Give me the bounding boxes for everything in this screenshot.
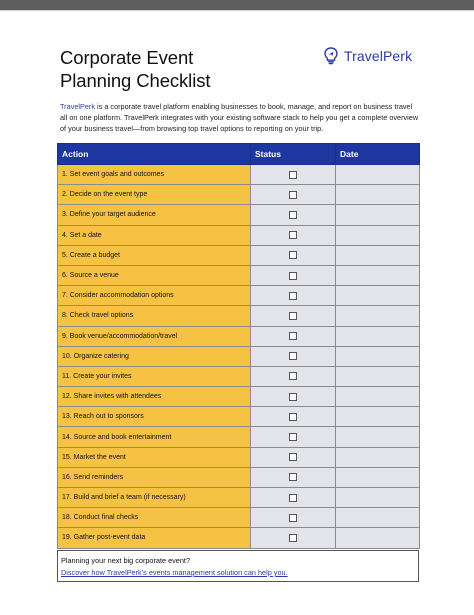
date-cell[interactable] (336, 488, 420, 508)
status-cell (251, 346, 336, 366)
intro-brand-name: TravelPerk (60, 102, 96, 111)
action-cell: 4. Set a date (58, 225, 251, 245)
status-checkbox[interactable] (289, 292, 297, 300)
action-cell: 19. Gather post-event data (58, 528, 251, 548)
status-cell (251, 286, 336, 306)
status-checkbox[interactable] (289, 211, 297, 219)
status-checkbox[interactable] (289, 514, 297, 522)
date-cell[interactable] (336, 387, 420, 407)
status-checkbox[interactable] (289, 312, 297, 320)
action-cell: 16. Send reminders (58, 467, 251, 487)
date-cell[interactable] (336, 366, 420, 386)
status-cell (251, 467, 336, 487)
status-checkbox[interactable] (289, 231, 297, 239)
status-cell (251, 245, 336, 265)
footer-callout (57, 550, 419, 582)
footer-question: Planning your next big corporate event? (61, 556, 190, 565)
action-cell: 2. Decide on the event type (58, 185, 251, 205)
status-cell (251, 205, 336, 225)
action-cell: 8. Check travel options (58, 306, 251, 326)
action-cell: 12. Share invites with attendees (58, 387, 251, 407)
date-cell[interactable] (336, 245, 420, 265)
table-row (58, 245, 420, 265)
status-cell (251, 366, 336, 386)
table-row (58, 447, 420, 467)
date-cell[interactable] (336, 185, 420, 205)
status-checkbox[interactable] (289, 332, 297, 340)
intro-paragraph (60, 101, 420, 134)
page-title-line-2: Planning Checklist (60, 70, 211, 91)
table-row (58, 225, 420, 245)
logo-wordmark: TravelPerk (344, 48, 413, 64)
page-title (60, 46, 320, 92)
status-cell (251, 447, 336, 467)
action-cell: 3. Define your target audience (58, 205, 251, 225)
action-cell: 13. Reach out to sponsors (58, 407, 251, 427)
status-checkbox[interactable] (289, 494, 297, 502)
action-cell: 5. Create a budget (58, 245, 251, 265)
table-row (58, 508, 420, 528)
action-cell: 6. Source a venue (58, 265, 251, 285)
page-title-line-1: Corporate Event (60, 47, 194, 68)
status-checkbox[interactable] (289, 352, 297, 360)
table-row (58, 326, 420, 346)
table-row (58, 407, 420, 427)
date-cell[interactable] (336, 286, 420, 306)
status-cell (251, 306, 336, 326)
lightbulb-plane-icon (324, 47, 338, 65)
table-row (58, 488, 420, 508)
status-checkbox[interactable] (289, 272, 297, 280)
status-checkbox[interactable] (289, 453, 297, 461)
intro-text: is a corporate travel platform enabling businesses to book, manage, and report on business travel all on one platform. TravelPerk integrates with your existing software stack to help you get a complete overview of your business travel—from browsing top travel options to reporting on your trip. (60, 102, 419, 133)
table-row (58, 185, 420, 205)
window-top-bar (0, 0, 474, 10)
table-row (58, 366, 420, 386)
date-cell[interactable] (336, 205, 420, 225)
status-checkbox[interactable] (289, 473, 297, 481)
status-checkbox[interactable] (289, 413, 297, 421)
status-cell (251, 165, 336, 185)
table-row (58, 306, 420, 326)
table-row (58, 286, 420, 306)
checklist-table (57, 143, 420, 549)
table-row (58, 205, 420, 225)
status-checkbox[interactable] (289, 372, 297, 380)
date-cell[interactable] (336, 306, 420, 326)
table-row (58, 346, 420, 366)
status-checkbox[interactable] (289, 191, 297, 199)
status-cell (251, 488, 336, 508)
action-cell: 17. Build and brief a team (if necessary) (58, 488, 251, 508)
date-cell[interactable] (336, 528, 420, 548)
checklist-body (58, 165, 420, 549)
status-cell (251, 528, 336, 548)
action-cell: 15. Market the event (58, 447, 251, 467)
action-cell: 1. Set event goals and outcomes (58, 165, 251, 185)
date-cell[interactable] (336, 407, 420, 427)
date-cell[interactable] (336, 447, 420, 467)
status-cell (251, 185, 336, 205)
action-cell: 14. Source and book entertainment (58, 427, 251, 447)
table-header-row (58, 144, 420, 165)
status-checkbox[interactable] (289, 251, 297, 259)
date-cell[interactable] (336, 346, 420, 366)
date-cell[interactable] (336, 467, 420, 487)
status-cell (251, 407, 336, 427)
date-cell[interactable] (336, 165, 420, 185)
date-cell[interactable] (336, 427, 420, 447)
action-cell: 10. Organize catering (58, 346, 251, 366)
window-top-edge (0, 10, 474, 11)
table-row (58, 265, 420, 285)
status-cell (251, 427, 336, 447)
footer-link[interactable]: Discover how TravelPerk’s events management solution can help you. (61, 568, 288, 577)
table-row (58, 165, 420, 185)
date-cell[interactable] (336, 508, 420, 528)
status-cell (251, 326, 336, 346)
action-cell: 18. Conduct final checks (58, 508, 251, 528)
status-checkbox[interactable] (289, 393, 297, 401)
table-row (58, 387, 420, 407)
status-cell (251, 225, 336, 245)
column-header-date: Date (336, 144, 420, 165)
status-checkbox[interactable] (289, 171, 297, 179)
column-header-status: Status (251, 144, 336, 165)
status-cell (251, 265, 336, 285)
date-cell[interactable] (336, 225, 420, 245)
action-cell: 7. Consider accommodation options (58, 286, 251, 306)
status-checkbox[interactable] (289, 433, 297, 441)
table-row (58, 427, 420, 447)
column-header-action: Action (58, 144, 251, 165)
status-checkbox[interactable] (289, 534, 297, 542)
action-cell: 9. Book venue/accommodation/travel (58, 326, 251, 346)
status-cell (251, 508, 336, 528)
travelperk-logo (324, 46, 412, 66)
date-cell[interactable] (336, 326, 420, 346)
date-cell[interactable] (336, 265, 420, 285)
action-cell: 11. Create your invites (58, 366, 251, 386)
table-row (58, 528, 420, 548)
table-row (58, 467, 420, 487)
status-cell (251, 387, 336, 407)
